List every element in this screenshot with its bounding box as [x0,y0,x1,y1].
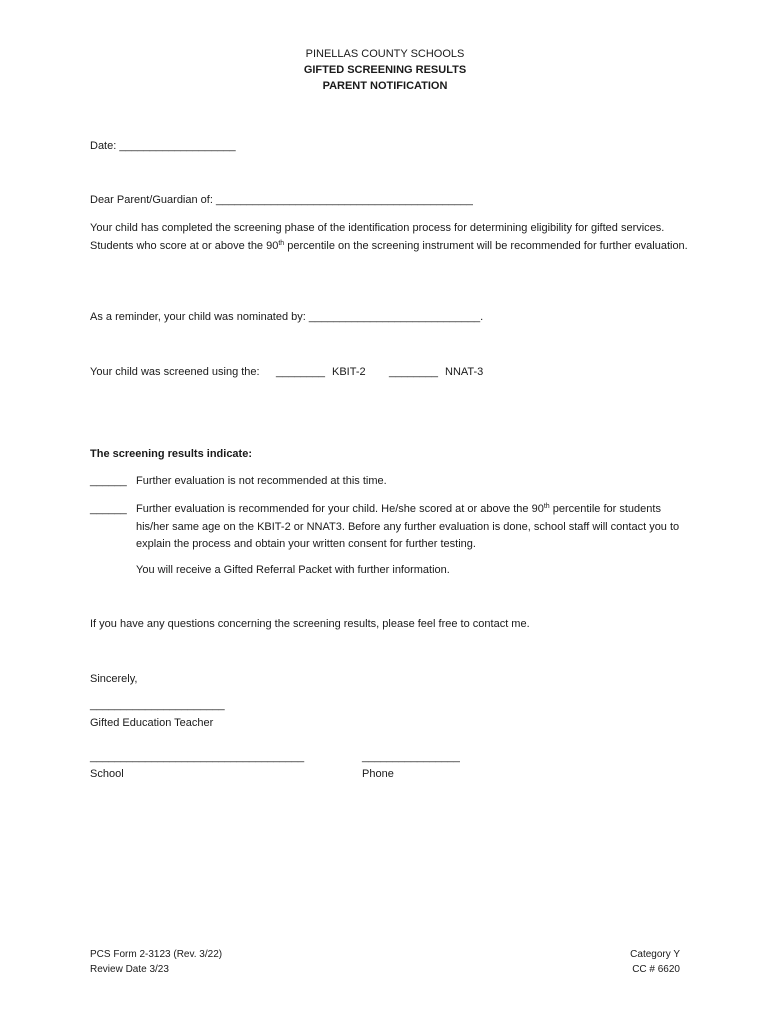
org-name: PINELLAS COUNTY SCHOOLS [305,48,465,60]
nnat-blank: ________ [389,366,438,378]
kbit-option: KBIT-2 [332,366,366,378]
result2-sup: th [543,503,550,510]
date-line: Date: ___________________ [90,140,236,152]
intro-paragraph [90,220,690,255]
result1-blank: ______ [90,475,127,487]
school-line: ___________________________________ [90,751,305,763]
result2-paragraph [136,501,684,554]
dear-line: Dear Parent/Guardian of: __________________________________________ [90,194,473,206]
intro-sup: th [278,239,285,247]
form-title: GIFTED SCREENING RESULTS [303,64,467,76]
result2-text-2: percentile for students his/her same age on the KBIT-2 or NNAT3. Before any further evaluation is done, school staff will contact you to explain the process and obtain your written consent for further testing. [136,503,680,550]
teacher-signature-line: ______________________ [90,699,225,711]
questions-line: If you have any questions concerning the screening results, please feel free to contact me. [90,618,530,630]
intro-text-2: percentile on the screening instrument will be recommended for further evaluation. [284,239,688,252]
phone-line: ________________ [362,751,460,763]
intro-text-1: Your child has completed the screening phase of the identification process for determining eligibility for gifted services. Students who score at or above the 90 [90,222,665,252]
form-number: PCS Form 2-3123 (Rev. 3/22) [90,949,223,960]
packet-note: You will receive a Gifted Referral Packet with further information. [136,564,450,576]
cc-number: CC # 6620 [632,964,680,975]
results-heading: The screening results indicate: [90,448,252,460]
category: Category Y [630,949,680,960]
result2-text-1: Further evaluation is recommended for your child. He/she scored at or above the 90 [136,503,544,515]
nnat-option: NNAT-3 [445,366,484,378]
phone-label: Phone [362,768,394,780]
form-subtitle: PARENT NOTIFICATION [322,80,448,92]
closing: Sincerely, [90,673,138,685]
result2-blank: ______ [90,503,127,515]
kbit-blank: ________ [276,366,325,378]
review-date: Review Date 3/23 [90,964,169,975]
school-label: School [90,768,124,780]
screened-label: Your child was screened using the: [90,366,260,378]
nominated-line: As a reminder, your child was nominated by: ____________________________. [90,311,484,323]
teacher-label: Gifted Education Teacher [90,717,214,729]
result1-text: Further evaluation is not recommended at this time. [136,475,387,487]
